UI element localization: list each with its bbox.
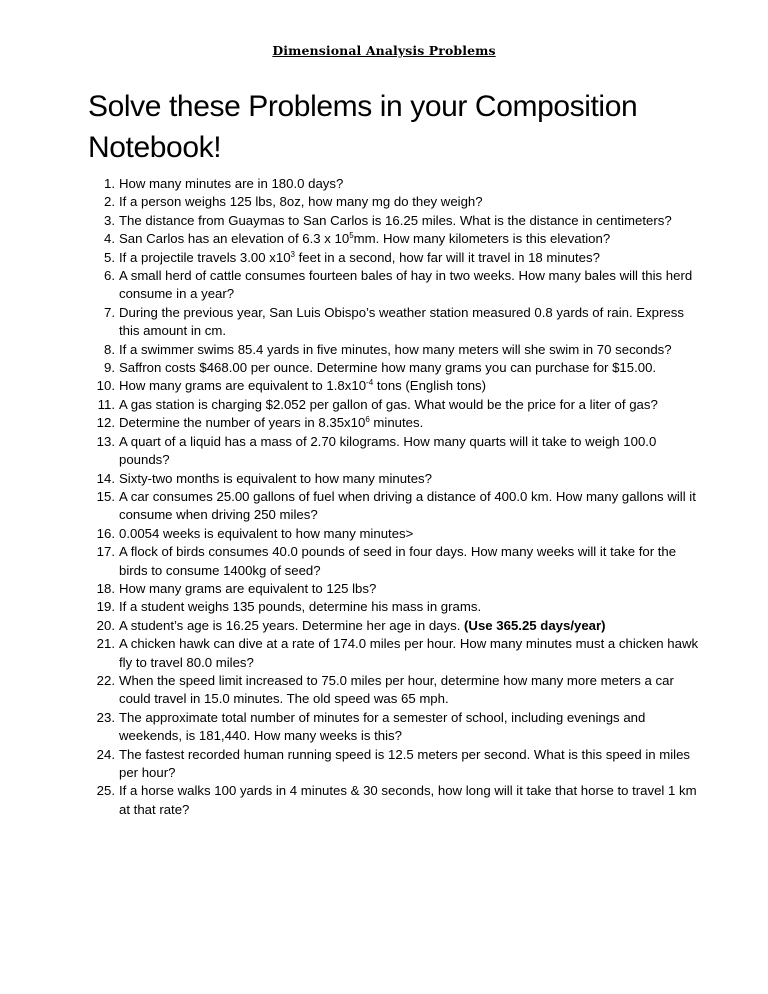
- problem-item: 13. A quart of a liquid has a mass of 2.70 kilograms. How many quarts will it take to weigh 100.0 pounds?: [96, 433, 657, 468]
- problem-item: 20. A student’s age is 16.25 years. Determine her age in days. (Use 365.25 days/year): [96, 617, 606, 633]
- problem-item: 2. If a person weighs 125 lbs, 8oz, how many mg do they weigh?: [104, 194, 483, 210]
- problem-item: 3. The distance from Guaymas to San Carlos is 16.25 miles. What is the distance in centimeters?: [104, 212, 672, 228]
- days-per-year-note: (Use 365.25 days/year): [464, 617, 606, 633]
- problem-item: 22. When the speed limit increased to 75.0 miles per hour, determine how many more meters a car could travel in 15.0 minutes. The old speed was 65 mph.: [96, 672, 674, 707]
- problem-item: 14. Sixty-two months is equivalent to how many minutes?: [96, 470, 432, 486]
- problem-item: 12. Determine the number of years in $8.35x10^6$ minutes.: [96, 415, 424, 431]
- problem-item: 23. The approximate total number of minutes for a semester of school, including evenings and weekends, is 181,440. How many weeks is this?: [96, 709, 646, 744]
- problem-item: 17. A flock of birds consumes 40.0 pounds of seed in four days. How many weeks will it take for the birds to consume 1400kg of seed?: [96, 544, 677, 578]
- problem-item: 25. If a horse walks 100 yards in 4 minutes & 30 seconds, how long will it take that horse to travel 1 km at that rate?: [96, 783, 697, 817]
- problem-item: 9. Saffron costs $468.00 per ounce. Determine how many grams you can purchase for $15.00.: [104, 360, 657, 376]
- page-title: Solve these Problems in your Composition Notebook!: [88, 90, 638, 164]
- problem-item: 7. During the previous year, San Luis Obispo’s weather station measured 0.8 yards of rain. Express this amount in cm.: [104, 304, 684, 339]
- problem-item: 6. A small herd of cattle consumes fourteen bales of hay in two weeks. How many bales will this herd consume in a year?: [104, 268, 693, 302]
- problem-item: 8. If a swimmer swims 85.4 yards in five minutes, how many meters will she swim in 70 seconds?: [104, 341, 672, 357]
- problem-item: 18. How many grams are equivalent to 125 lbs?: [96, 580, 377, 596]
- problem-item: 10. How many grams are equivalent to $1.8x10^{-4}$ tons (English tons): [96, 378, 487, 394]
- problem-item: 21. A chicken hawk can dive at a rate of 174.0 miles per hour. How many minutes must a chicken hawk fly to travel 80.0 miles?: [96, 636, 699, 670]
- worksheet-header: Dimensional Analysis Problems: [272, 43, 496, 58]
- problem-item: 11. A gas station is charging $2.052 per gallon of gas. What would be the price for a liter of gas?: [97, 396, 658, 412]
- problem-item: 5. If a projectile travels 3.00 $x10^3$ feet in a second, how far will it travel in 18 minutes?: [104, 249, 600, 265]
- problem-item: 4. San Carlos has an elevation of 6.3 x $10^5mm$. How many kilometers is this elevation?: [104, 231, 611, 247]
- problem-list: [88, 175, 708, 819]
- problem-item: 24. The fastest recorded human running speed is 12.5 meters per second. What is this speed in miles per hour?: [96, 746, 691, 780]
- problem-item: 16. 0.0054 weeks is equivalent to how many minutes>: [96, 525, 414, 541]
- problem-item: 19. If a student weighs 135 pounds, determine his mass in grams.: [96, 599, 482, 615]
- problem-item: 1. How many minutes are in 180.0 days?: [104, 176, 344, 191]
- problem-item: 15. A car consumes 25.00 gallons of fuel when driving a distance of 400.0 km. How many gallons will it consume when driving 250 miles?: [96, 488, 696, 523]
